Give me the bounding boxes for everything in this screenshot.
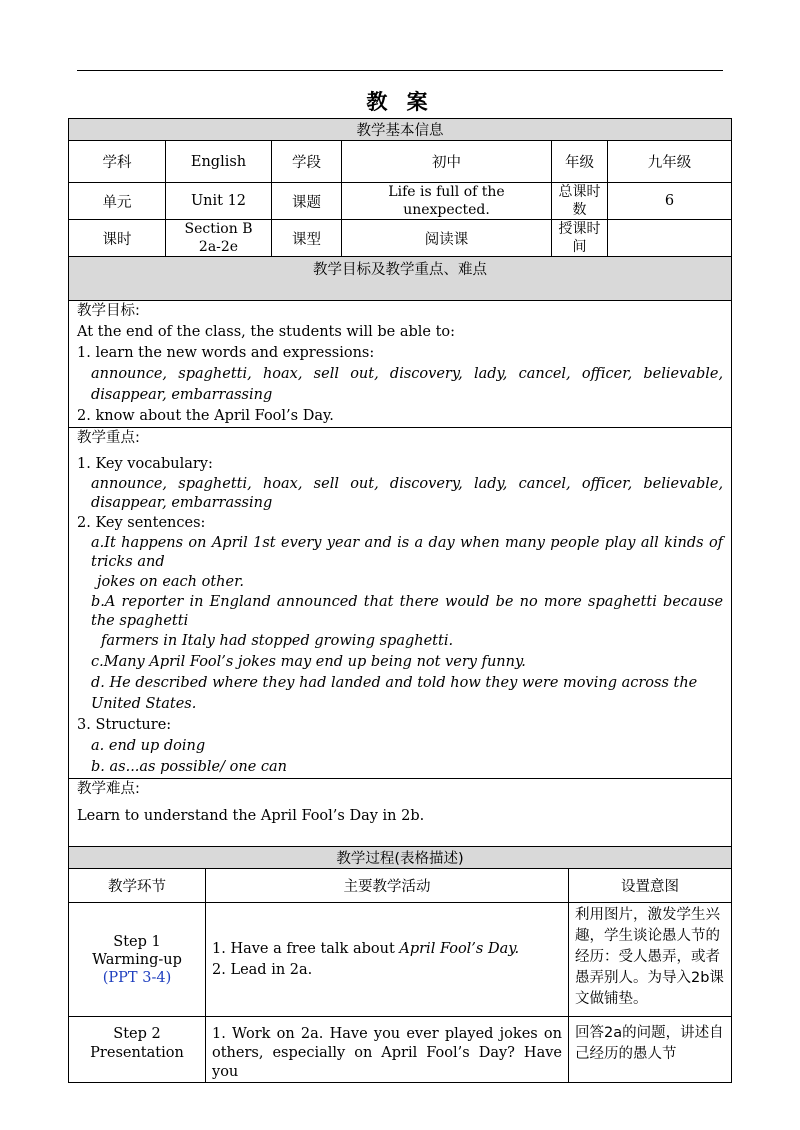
- step2-number: Step 2: [113, 1026, 161, 1042]
- key-sentence-a: a.It happens on April 1st every year and is a day when many people play all kinds of tricks and: [91, 535, 724, 570]
- subject-value: English: [166, 141, 272, 183]
- period-label: 课时: [69, 220, 166, 257]
- difficulties-section: [69, 779, 732, 847]
- step2-activities: 1. Work on 2a. Have you ever played jokes on others, especially on April Fool’s Day? Have you: [206, 1017, 569, 1083]
- unit-label: 单元: [69, 183, 166, 220]
- stage-value: 初中: [342, 141, 552, 183]
- objectives-section: [69, 301, 732, 428]
- structure-b: b. as...as possible/ one can: [91, 759, 287, 775]
- structure-label: 3. Structure:: [77, 717, 172, 733]
- structure-a: a. end up doing: [91, 738, 206, 754]
- lesson-plan-table: [68, 118, 731, 1080]
- step1-activity-2: 2. Lead in 2a.: [212, 961, 313, 978]
- step2-name: Presentation: [90, 1045, 184, 1061]
- header-rule: [77, 70, 723, 71]
- process-col-stage: 教学环节: [69, 869, 206, 903]
- document-title: 教 案: [366, 90, 434, 114]
- grade-label: 年级: [552, 141, 608, 183]
- total-hours-label: 总课时数: [552, 183, 608, 220]
- step1-intent: 利用图片，激发学生兴趣，学生谈论愚人节的经历：受人愚弄，或者愚弄别人。为导入2b课文做铺垫。: [569, 903, 732, 1017]
- objectives-intro: At the end of the class, the students will be able to:: [77, 324, 456, 340]
- key-points-section: [69, 428, 732, 779]
- step2-intent: 回答2a的问题，讲述自己经历的愚人节: [569, 1017, 732, 1083]
- objectives-word-list: announce, spaghetti, hoax, sell out, discovery, lady, cancel, officer, believable, disappear, embarrassing: [91, 366, 724, 403]
- total-hours-value: 6: [608, 183, 732, 220]
- period-value: Section B 2a-2e: [166, 220, 272, 257]
- key-sentence-d: d. He described where they had landed and told how they were moving across the United States.: [91, 675, 698, 712]
- step1-activity-1-topic: April Fool’s Day.: [399, 940, 520, 957]
- step2-cell: [69, 1017, 206, 1083]
- step1-name: Warming-up: [92, 951, 182, 968]
- key-vocabulary-label: 1. Key vocabulary:: [77, 456, 213, 472]
- topic-label: 课题: [272, 183, 342, 220]
- key-points-label: 教学重点:: [77, 430, 140, 446]
- objectives-header: 教学目标及教学重点、难点: [69, 257, 732, 301]
- difficulties-label: 教学难点:: [77, 781, 140, 797]
- step1-activity-1: 1. Have a free talk about: [212, 940, 400, 957]
- process-header: 教学过程(表格描述): [69, 847, 732, 869]
- subject-label: 学科: [69, 141, 166, 183]
- process-col-activities: 主要教学活动: [206, 869, 569, 903]
- objectives-item-1: 1. learn the new words and expressions:: [77, 345, 375, 361]
- key-sentence-b: b.A reporter in England announced that there would be no more spaghetti because the spaghetti: [91, 594, 724, 629]
- teaching-time-value: [608, 220, 732, 257]
- step1-activities: [206, 903, 569, 1017]
- grade-value: 九年级: [608, 141, 732, 183]
- step1-cell: [69, 903, 206, 1017]
- step1-ppt-ref: (PPT 3-4): [102, 969, 172, 986]
- teaching-time-label: 授课时间: [552, 220, 608, 257]
- unit-value: Unit 12: [166, 183, 272, 220]
- key-sentence-a-cont: jokes on each other.: [97, 574, 245, 590]
- step1-number: Step 1: [113, 933, 161, 950]
- key-vocabulary-words: announce, spaghetti, hoax, sell out, discovery, lady, cancel, officer, believable, disappear, embarrassing: [91, 476, 724, 511]
- process-col-intent: 设置意图: [569, 869, 732, 903]
- basic-info-header: 教学基本信息: [69, 119, 732, 141]
- difficulties-text: Learn to understand the April Fool’s Day in 2b.: [77, 808, 425, 824]
- lesson-type-label: 课型: [272, 220, 342, 257]
- key-sentence-c: c.Many April Fool’s jokes may end up being not very funny.: [91, 654, 526, 670]
- key-sentences-label: 2. Key sentences:: [77, 515, 206, 531]
- objectives-item-2: 2. know about the April Fool’s Day.: [77, 408, 334, 424]
- key-sentence-b-cont: farmers in Italy had stopped growing spaghetti.: [101, 633, 454, 649]
- lesson-type-value: 阅读课: [342, 220, 552, 257]
- objectives-label: 教学目标:: [77, 303, 140, 319]
- stage-label: 学段: [272, 141, 342, 183]
- topic-value: Life is full of the unexpected.: [342, 183, 552, 220]
